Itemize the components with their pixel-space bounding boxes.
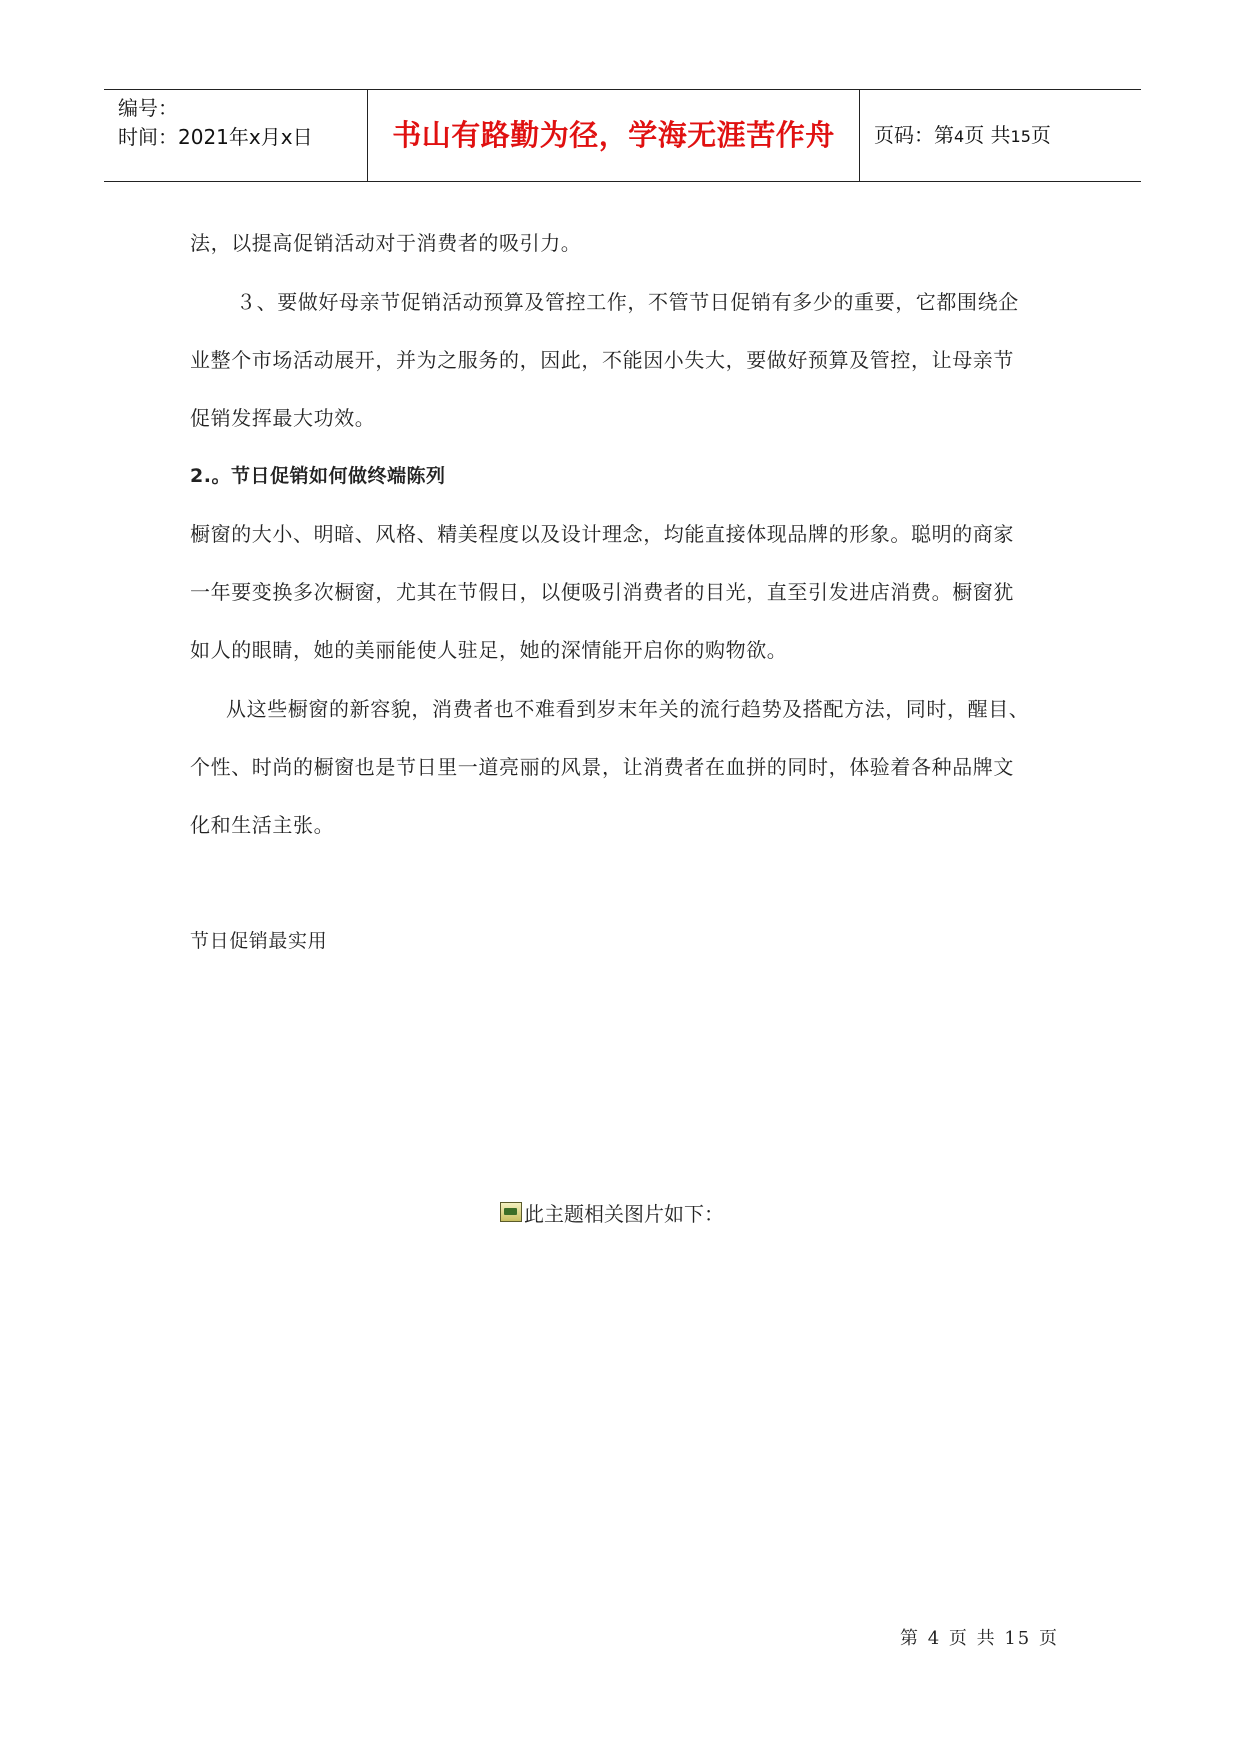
paragraph-line: 法，以提高促销活动对于消费者的吸引力。	[190, 231, 582, 255]
paragraph-line: 一年要变换多次橱窗，尤其在节假日，以便吸引消费者的目光，直至引发进店消费。橱窗犹	[190, 580, 1014, 604]
page-suffix: 页	[1030, 123, 1051, 147]
paragraph-line: 化和生活主张。	[190, 813, 335, 837]
paragraph-line: 橱窗的大小、明暗、风格、精美程度以及设计理念，均能直接体现品牌的形象。聪明的商家	[190, 522, 1014, 546]
paragraph-line: ３、要做好母亲节促销活动预算及管控工作，不管节日促销有多少的重要，它都围绕企	[236, 290, 1019, 314]
paragraph-line: 如人的眼睛，她的美丽能使人驻足，她的深情能开启你的购物欲。	[190, 638, 788, 662]
document-number-label: 编号：	[118, 96, 178, 120]
section-heading: 2.。节日促销如何做终端陈列	[190, 465, 446, 487]
page-footer: 第 4 页 共 15 页	[900, 1628, 1059, 1649]
document-body	[190, 0, 1060, 1000]
document-time-label: 时间：2021年x月x日	[118, 125, 313, 149]
page-mid: 页 共	[964, 123, 1011, 147]
page-total-number: 15	[1010, 127, 1031, 146]
header-motto: 书山有路勤为径，学海无涯苦作舟	[392, 118, 835, 152]
paragraph-line: 业整个市场活动展开，并为之服务的，因此，不能因小失大，要做好预算及管控，让母亲节	[190, 348, 1014, 372]
image-icon	[500, 1202, 522, 1222]
figure-caption	[500, 1199, 724, 1225]
figure-caption-text: 此主题相关图片如下：	[524, 1201, 724, 1226]
page-current-number: 4	[954, 127, 965, 146]
paragraph-line: 个性、时尚的橱窗也是节日里一道亮丽的风景，让消费者在血拼的同时，体验着各种品牌文	[190, 755, 1014, 779]
page-prefix: 页码：第	[874, 123, 954, 147]
paragraph-line: 从这些橱窗的新容貌，消费者也不难看到岁末年关的流行趋势及搭配方法，同时，醒目、	[226, 697, 1030, 721]
tagline-text: 节日促销最实用	[190, 930, 328, 952]
paragraph-line: 促销发挥最大功效。	[190, 406, 376, 430]
